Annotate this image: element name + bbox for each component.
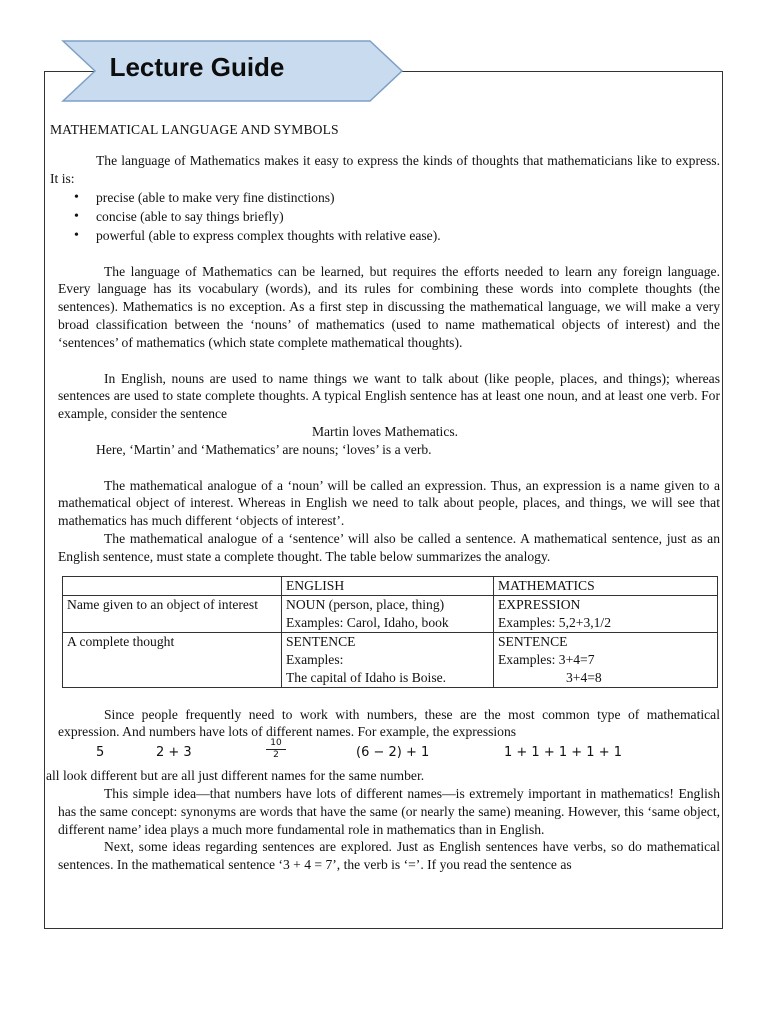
cell-line: SENTENCE <box>498 633 568 649</box>
list-item: • precise (able to make very fine distinctions) <box>96 188 720 207</box>
table-header-row <box>63 576 718 595</box>
cell-line: Examples: 3+4=7 <box>498 651 595 667</box>
table-cell <box>282 632 494 687</box>
paragraph-numbers: Since people frequently need to work with numbers, these are the most common type of mathematical expression. And numbers have lots of different names. For example, the expressions <box>58 706 720 740</box>
page-title: Lecture Guide <box>109 52 285 82</box>
property-list <box>50 188 720 245</box>
expression: 1 + 1 + 1 + 1 + 1 <box>504 745 622 761</box>
expression: 2 + 3 <box>156 745 192 761</box>
cell-line: Examples: 5,2+3,1/2 <box>498 614 612 630</box>
table-header-cell: ENGLISH <box>282 576 494 595</box>
table-cell: A complete thought <box>63 632 282 687</box>
list-item: • concise (able to say things briefly) <box>96 207 720 226</box>
intro-paragraph: The language of Mathematics makes it easy to express the kinds of thoughts that mathematicians like to express. It is: <box>50 153 720 186</box>
paragraph-language: The language of Mathematics can be learned, but requires the efforts needed to learn any foreign language. Every language has its vocabulary (words), and its rules for combining these words into complete thoughts (the sentences). Mathematics is no exception. As a first step in discussing the mathematical language, we will make a very broad classification between the ‘nouns’ of mathematics (used to name mathematical objects of interest) and the ‘sentences’ of mathematics (which state complete mathematical thoughts). <box>58 263 720 350</box>
cell-line: EXPRESSION <box>498 596 581 612</box>
paragraph-nouns: In English, nouns are used to name things we want to talk about (like people, places, and things); whereas sentences are used to state complete thoughts. A typical English sentence has at least one noun, and at least one verb. For example, consider the sentence <box>58 370 720 422</box>
fraction-denominator: 2 <box>273 750 279 761</box>
cell-line: The capital of Idaho is Boise. <box>286 669 447 685</box>
fraction-numerator: 10 <box>266 738 286 750</box>
example-sentence: Martin loves Mathematics. <box>311 423 459 439</box>
paragraph-sentence: The mathematical analogue of a ‘sentence’ will also be called a sentence. A mathematical sentence, just as an English sentence, must state a complete thought. The table below summarizes the analogy. <box>58 530 720 564</box>
table-cell: Name given to an object of interest <box>63 595 282 632</box>
paragraph-verbs: Next, some ideas regarding sentences are explored. Just as English sentences have verbs, so do mathematical sentences. In the mathematical sentence ‘3 + 4 = 7’, the verb is ‘=’. If you read the sentence as <box>58 839 720 873</box>
expression-row <box>50 738 720 767</box>
example-note: Here, ‘Martin’ and ‘Mathematics’ are nouns; ‘loves’ is a verb. <box>96 441 432 457</box>
cell-line: Examples: <box>286 651 344 667</box>
paragraph-expression: The mathematical analogue of a ‘noun’ will be called an expression. Thus, an expression is a name given to a mathematical object of interest. Whereas in English we need to talk about people, places, and things, we will see that mathematics has much different ‘objects of interest’. <box>58 477 720 529</box>
expression: (6 − 2) + 1 <box>356 745 430 761</box>
analogy-table <box>62 576 718 688</box>
document-body <box>46 122 720 873</box>
table-cell <box>282 595 494 632</box>
section-heading: MATHEMATICAL LANGUAGE AND SYMBOLS <box>50 122 339 137</box>
table-cell <box>494 632 718 687</box>
cell-line: NOUN (person, place, thing) <box>286 596 445 612</box>
expression: 5 <box>96 745 105 761</box>
cell-line: SENTENCE <box>286 633 356 649</box>
table-header-cell <box>63 576 282 595</box>
table-row <box>63 632 718 687</box>
list-item: • powerful (able to express complex thoughts with relative ease). <box>96 226 720 245</box>
cell-line: 3+4=8 <box>566 669 602 685</box>
cell-line: Examples: Carol, Idaho, book <box>286 614 449 630</box>
table-header-cell: MATHEMATICS <box>494 576 718 595</box>
paragraph-synonyms: This simple idea—that numbers have lots of different names—is extremely important in mathematics! English has the same concept: synonyms are words that have the same (or nearly the same) meaning. However, this ‘same object, different name’ idea plays a much more fundamental role in mathematics than in English. <box>58 785 720 837</box>
table-row <box>63 595 718 632</box>
paragraph-same-number: all look different but are all just different names for the same number. <box>46 768 425 784</box>
fraction-expression <box>266 738 286 760</box>
table-cell <box>494 595 718 632</box>
